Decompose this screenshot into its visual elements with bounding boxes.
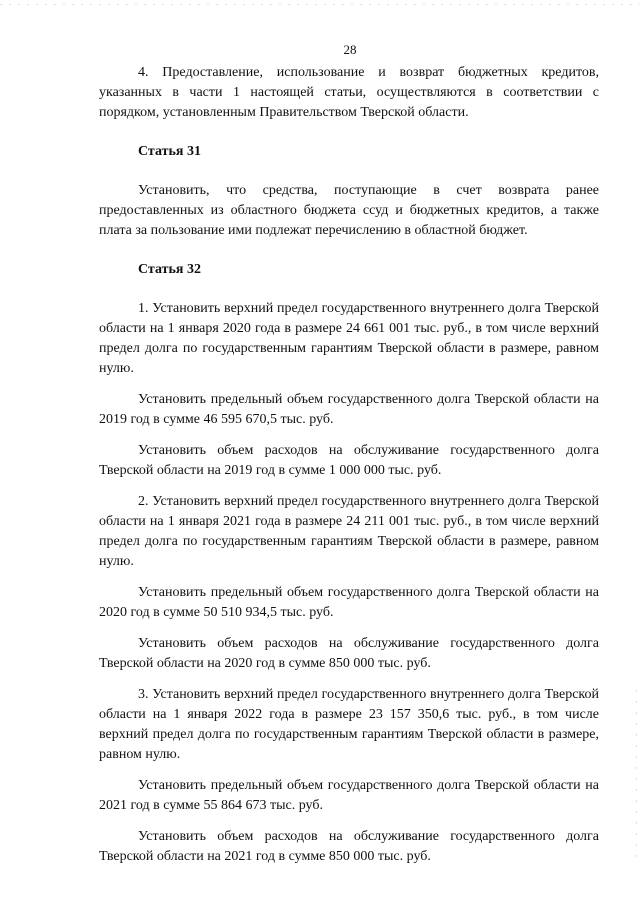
paragraph-debt-service-2019: Установить объем расходов на обслуживание государственного долга Тверской области на 2019 год в сумме 1 000 000 тыс. руб. — [99, 443, 599, 478]
paragraph-debt-limit-2020: 1. Установить верхний предел государственного внутреннего долга Тверской области на 1 января 2020 года в размере 24 661 001 тыс. руб., в том числе верхний предел долга по государственным гарантиям Тверской области в размере, равном нулю. — [99, 301, 599, 376]
paragraph-debt-volume-2021: Установить предельный объем государственного долга Тверской области на 2021 год в сумме 55 864 673 тыс. руб. — [99, 778, 599, 813]
page-number: 28 — [343, 42, 357, 57]
paragraph-article-31: Установить, что средства, поступающие в счет возврата ранее предоставленных из областного бюджета ссуд и бюджетных кредитов, а также плата за пользование ими подлежат перечислению в областной бюджет. — [99, 183, 599, 238]
scan-artifact-right — [636, 690, 637, 860]
paragraph-debt-service-2021: Установить объем расходов на обслуживание государственного долга Тверской области на 2021 год в сумме 850 000 тыс. руб. — [99, 829, 599, 864]
article-heading-32: Статья 32 — [138, 262, 201, 277]
paragraph-debt-limit-2021: 2. Установить верхний предел государственного внутреннего долга Тверской области на 1 января 2021 года в размере 24 211 001 тыс. руб., в том числе верхний предел долга по государственным гарантиям Тверской области в размере, равном нулю. — [99, 494, 599, 569]
article-heading-31: Статья 31 — [138, 144, 201, 159]
paragraph-debt-service-2020: Установить объем расходов на обслуживание государственного долга Тверской области на 2020 год в сумме 850 000 тыс. руб. — [99, 636, 599, 671]
paragraph-debt-volume-2020: Установить предельный объем государственного долга Тверской области на 2020 год в сумме 50 510 934,5 тыс. руб. — [99, 585, 599, 620]
paragraph-debt-limit-2022: 3. Установить верхний предел государственного внутреннего долга Тверской области на 1 января 2022 года в размере 23 157 350,6 тыс. руб., в том числе верхний предел долга по государственным гарантиям Тверской области в размере, равном нулю. — [99, 687, 599, 762]
scan-artifact-top — [0, 4, 640, 5]
paragraph-debt-volume-2019: Установить предельный объем государственного долга Тверской области на 2019 год в сумме 46 595 670,5 тыс. руб. — [99, 392, 599, 427]
paragraph-credits-provision: 4. Предоставление, использование и возврат бюджетных кредитов, указанных в части 1 настоящей статьи, осуществляются в соответствии с порядком, установленным Правительством Тверской области. — [99, 65, 599, 120]
document-body — [99, 63, 599, 867]
